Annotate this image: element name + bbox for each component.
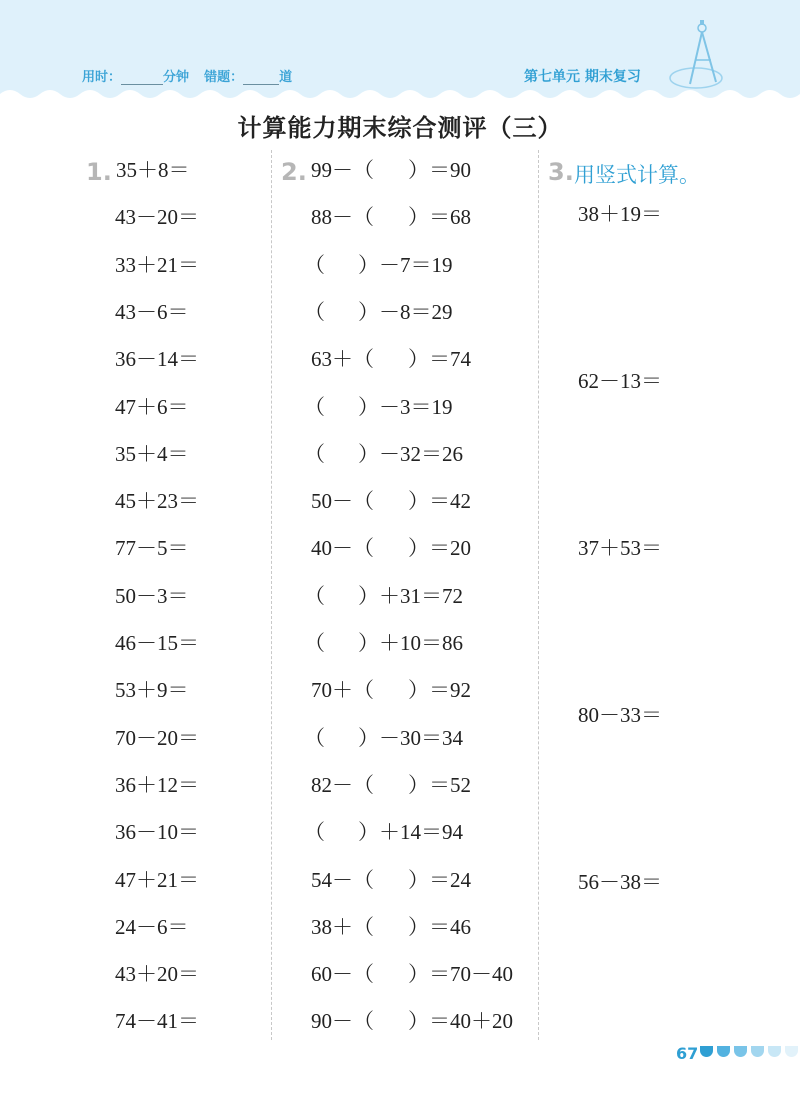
decoration-dot	[785, 1046, 798, 1057]
equation-right-part: ）＝46	[408, 914, 471, 939]
work-area[interactable]	[570, 566, 770, 686]
column-divider-1	[271, 150, 272, 1040]
equation-item: 24－6＝	[115, 914, 189, 939]
equation-left-part: 60－（	[311, 962, 374, 987]
equation-right-part: ）＝70－40	[408, 962, 513, 987]
section-3-title: 用竖式计算。	[574, 163, 700, 187]
equation-right-part: ）＝24	[408, 867, 471, 892]
equation-left-part: 88－（	[311, 205, 374, 230]
vertical-calc-problem: 37＋53＝	[578, 536, 662, 560]
equation-right-part: ）＋10＝86	[358, 631, 463, 655]
equation-left-part: 40－（	[311, 536, 374, 561]
page-number: 67	[676, 1044, 699, 1063]
equation-item: 43－20＝	[115, 205, 199, 230]
equation-item: 36－10＝	[115, 820, 199, 845]
equation-item: 46－15＝	[115, 631, 199, 655]
equation-item: 47＋6＝	[115, 394, 189, 419]
vertical-calc-problem: 80－33＝	[578, 703, 662, 727]
errors-blank[interactable]	[243, 71, 279, 85]
equation-left-part: （	[304, 394, 325, 419]
equation-item: 45＋23＝	[115, 489, 199, 514]
equation-right-part: ）－8＝29	[358, 299, 453, 324]
equation-item: 33＋21＝	[115, 252, 199, 277]
section-1-number: 1.	[86, 158, 112, 186]
equation-item: 36－14＝	[115, 347, 199, 372]
equation-item: 74－41＝	[115, 1009, 199, 1034]
equation-left-part: （	[304, 252, 325, 277]
work-area[interactable]	[570, 399, 770, 519]
equation-right-part: ）＝52	[408, 772, 471, 797]
equation-item: 47＋21＝	[115, 867, 199, 892]
equation-left-part: （	[304, 299, 325, 324]
decoration-dot	[751, 1046, 764, 1057]
equation-item: 43－6＝	[115, 299, 189, 324]
equation-right-part: ）＝92	[408, 678, 471, 703]
equation-left-part: （	[304, 583, 325, 608]
equation-left-part: 54－（	[311, 867, 374, 892]
equation-item: 35＋8＝	[116, 158, 190, 182]
equation-right-part: ）＝40＋20	[408, 1009, 513, 1034]
equation-right-part: ）＝74	[408, 347, 471, 372]
equation-item: 53＋9＝	[115, 678, 189, 703]
time-errors-record	[82, 66, 292, 85]
equation-item: 35＋4＝	[115, 441, 189, 466]
decoration-dot	[734, 1046, 747, 1057]
work-area[interactable]	[570, 900, 770, 1020]
equation-right-part: ）＋14＝94	[358, 820, 463, 845]
equation-item: 50－3＝	[115, 583, 189, 608]
minute-label: 分钟	[163, 70, 190, 85]
equation-item: 70－20＝	[115, 725, 199, 750]
vertical-calc-problem: 62－13＝	[578, 369, 662, 393]
question-unit: 道	[279, 70, 293, 85]
equation-right-part: ）－32＝26	[358, 441, 463, 466]
equation-right-part: ）－7＝19	[358, 252, 453, 277]
equation-item: 36＋12＝	[115, 772, 199, 797]
compass-icon	[662, 18, 740, 96]
equation-right-part: ）＝90	[408, 158, 471, 182]
decoration-dot	[768, 1046, 781, 1057]
time-blank[interactable]	[121, 71, 163, 85]
decoration-dot	[717, 1046, 730, 1057]
equation-left-part: （	[304, 631, 325, 655]
time-label: 用时：	[82, 70, 122, 85]
equation-left-part: 99－（	[311, 158, 374, 182]
equation-right-part: ）＝20	[408, 536, 471, 561]
equation-left-part: （	[304, 725, 325, 750]
work-area[interactable]	[570, 733, 770, 853]
equation-left-part: （	[304, 820, 325, 845]
equation-left-part: 90－（	[311, 1009, 374, 1034]
equation-left-part: 63＋（	[311, 347, 374, 372]
page-title: 计算能力期末综合测评（三）	[237, 114, 563, 142]
work-area[interactable]	[570, 232, 770, 352]
equation-right-part: ）－30＝34	[358, 725, 463, 750]
decoration-dot	[700, 1046, 713, 1057]
equation-item: 77－5＝	[115, 536, 189, 561]
section-3-number: 3.	[548, 158, 574, 186]
unit-title: 第七单元 期末复习	[524, 69, 641, 85]
errors-label: 错题：	[204, 70, 244, 85]
equation-right-part: ）＋31＝72	[358, 583, 463, 608]
equation-left-part: （	[304, 441, 325, 466]
equation-left-part: 50－（	[311, 489, 374, 514]
page-decoration-dots	[700, 1046, 798, 1060]
section-2-number: 2.	[281, 158, 307, 186]
equation-right-part: ）＝42	[408, 489, 471, 514]
vertical-calc-problem: 38＋19＝	[578, 202, 662, 226]
equation-right-part: ）＝68	[408, 205, 471, 230]
vertical-calc-problem: 56－38＝	[578, 870, 662, 894]
equation-left-part: 38＋（	[311, 914, 374, 939]
column-divider-2	[538, 150, 539, 1040]
equation-left-part: 82－（	[311, 772, 374, 797]
equation-right-part: ）－3＝19	[358, 394, 453, 419]
equation-item: 43＋20＝	[115, 962, 199, 987]
equation-left-part: 70＋（	[311, 678, 374, 703]
